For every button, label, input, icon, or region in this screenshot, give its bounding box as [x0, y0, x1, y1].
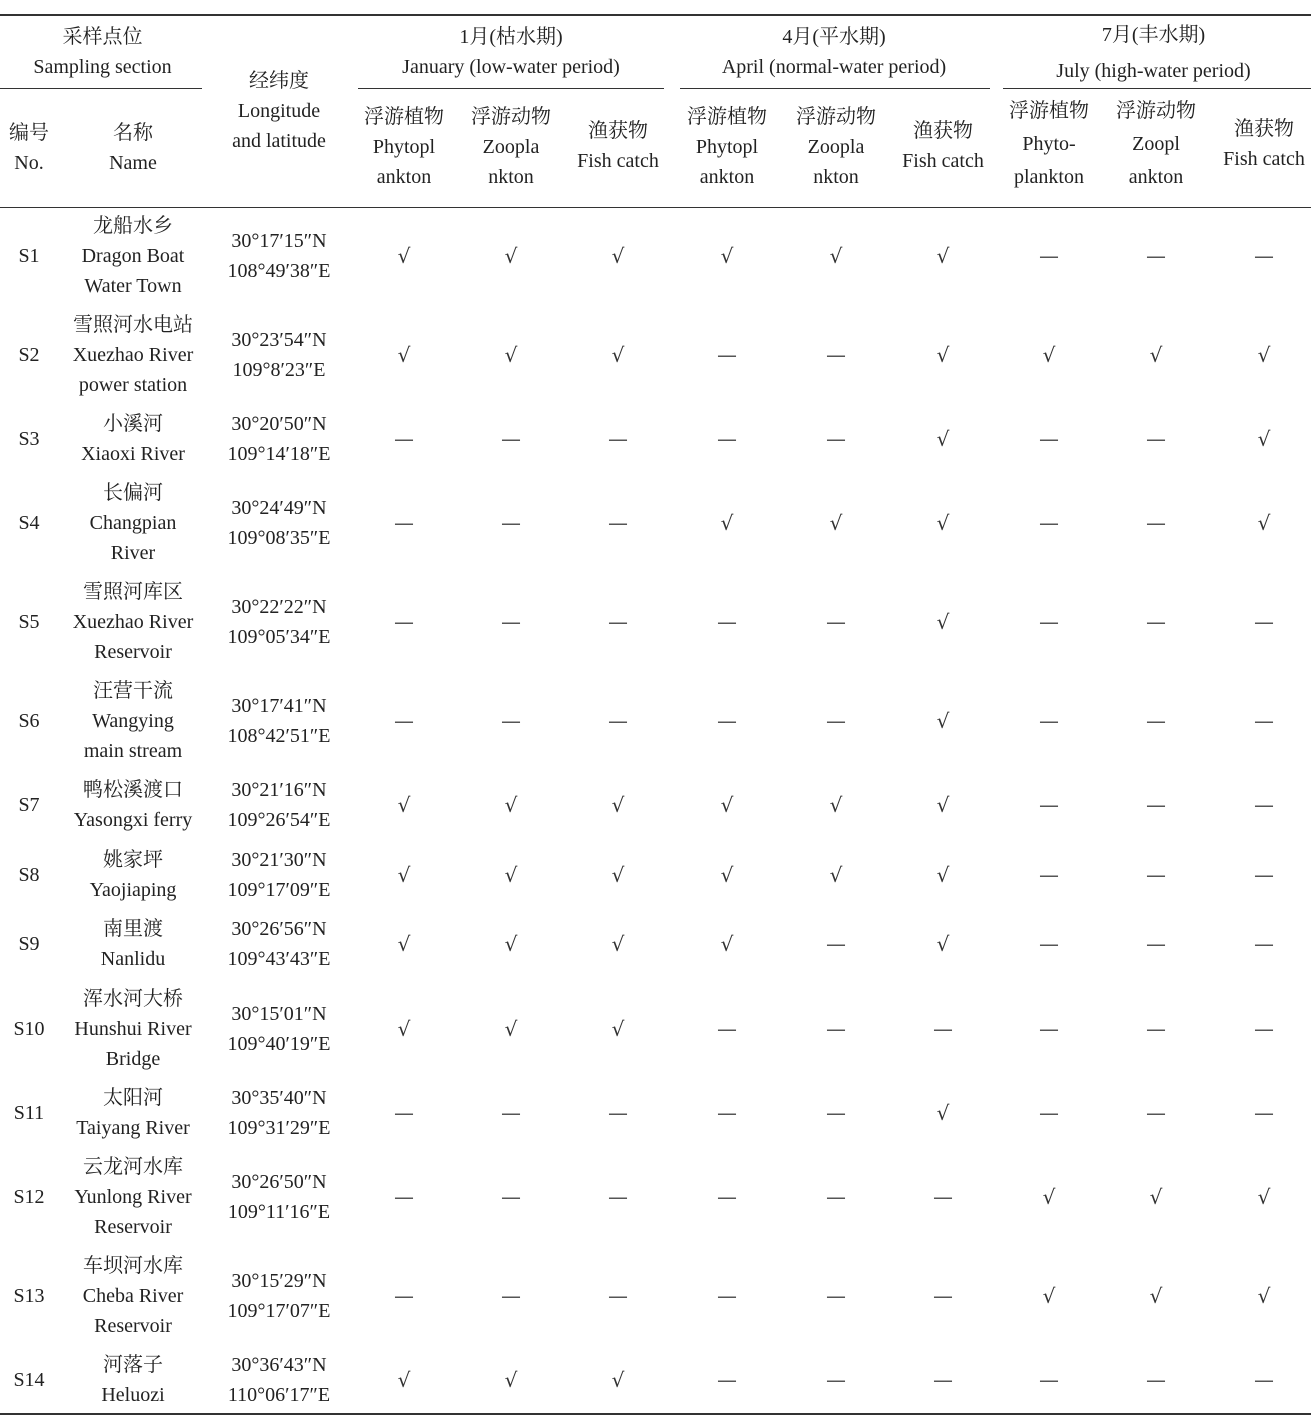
coord-header	[208, 66, 350, 156]
period-en: April (normal-water period)	[721, 56, 947, 78]
subcol-en1: Fish catch	[902, 150, 984, 172]
dash-mark-icon: —	[826, 1284, 846, 1308]
dash-mark-icon: —	[1039, 932, 1059, 956]
latitude: 30°21′30″N	[231, 849, 327, 871]
dash-mark-icon: —	[1146, 1017, 1166, 1041]
longitude: 109°31′29″E	[227, 1117, 331, 1139]
site-name-line: Cheba River	[82, 1285, 184, 1307]
bottom-rule	[0, 1413, 1311, 1415]
site-name-line: main stream	[83, 740, 183, 762]
period-en: July (high-water period)	[1056, 60, 1251, 82]
longitude: 109°05′34″E	[227, 626, 331, 648]
dash-mark-icon: —	[394, 1284, 414, 1308]
dash-mark-icon: —	[501, 709, 521, 733]
dash-mark-icon: —	[1146, 610, 1166, 634]
check-mark-icon: √	[611, 793, 625, 817]
latitude: 30°26′50″N	[231, 1171, 327, 1193]
dash-mark-icon: —	[826, 709, 846, 733]
subcol-en1: Zoopl	[1132, 133, 1180, 155]
subcol-en1: Phytopl	[372, 136, 436, 158]
longitude: 109°17′09″E	[227, 879, 331, 901]
longitude: 109°8′23″E	[232, 359, 326, 381]
no-en: No.	[14, 152, 44, 174]
dash-mark-icon: —	[1254, 1101, 1274, 1125]
check-mark-icon: √	[720, 793, 734, 817]
site-coordinates	[208, 226, 350, 286]
subcol-en2: nkton	[813, 166, 859, 188]
site-no: S2	[18, 344, 40, 366]
site-name-line: 雪照河水电站	[73, 314, 193, 336]
site-name	[58, 211, 208, 301]
subcol-zh: 浮游动物	[471, 106, 551, 128]
check-mark-icon: √	[611, 343, 625, 367]
check-mark-icon: √	[1257, 1185, 1271, 1209]
subcol-en1: Zoopla	[807, 136, 865, 158]
check-mark-icon: √	[829, 863, 843, 887]
coord-en2: and latitude	[232, 130, 326, 152]
check-mark-icon: √	[829, 511, 843, 535]
dash-mark-icon: —	[1146, 1101, 1166, 1125]
check-mark-icon: √	[1149, 1284, 1163, 1308]
site-no: S9	[18, 933, 40, 955]
site-name	[58, 577, 208, 667]
dash-mark-icon: —	[717, 1101, 737, 1125]
subcol-en1: Phytopl	[695, 136, 759, 158]
site-name	[58, 310, 208, 400]
subcol-en2: ankton	[699, 166, 755, 188]
dash-mark-icon: —	[1146, 1368, 1166, 1392]
dash-mark-icon: —	[717, 1284, 737, 1308]
check-mark-icon: √	[504, 1017, 518, 1041]
dash-mark-icon: —	[826, 1185, 846, 1209]
sampling-zh: 采样点位	[62, 26, 143, 48]
dash-mark-icon: —	[1039, 244, 1059, 268]
site-no: S1	[18, 245, 40, 267]
latitude: 30°22′22″N	[231, 596, 327, 618]
site-coordinates	[208, 845, 350, 905]
check-mark-icon: √	[397, 343, 411, 367]
dash-mark-icon: —	[1254, 709, 1274, 733]
sampling-en: Sampling section	[33, 56, 172, 78]
check-mark-icon: √	[1042, 1284, 1056, 1308]
check-mark-icon: √	[1042, 343, 1056, 367]
dash-mark-icon: —	[826, 1017, 846, 1041]
dash-mark-icon: —	[608, 709, 628, 733]
site-name-line: Yunlong River	[74, 1186, 192, 1208]
longitude: 109°08′35″E	[227, 527, 331, 549]
check-mark-icon: √	[829, 244, 843, 268]
site-coordinates	[208, 592, 350, 652]
sampling-underline	[0, 88, 202, 89]
check-mark-icon: √	[936, 1101, 950, 1125]
site-coordinates	[208, 775, 350, 835]
latitude: 30°17′15″N	[231, 230, 327, 252]
site-name-line: Wangying	[92, 710, 174, 732]
period-january	[350, 22, 672, 82]
dash-mark-icon: —	[1146, 793, 1166, 817]
check-mark-icon: √	[720, 244, 734, 268]
period-zh: 1月(枯水期)	[459, 26, 563, 48]
subcol-en2: plankton	[1014, 166, 1084, 188]
dash-mark-icon: —	[1146, 863, 1166, 887]
site-name	[58, 409, 208, 469]
check-mark-icon: √	[504, 244, 518, 268]
site-name-line: 汪营干流	[93, 680, 173, 702]
site-name-line: Reservoir	[94, 641, 172, 663]
site-name-line: 雪照河库区	[83, 581, 183, 603]
dash-mark-icon: —	[608, 1284, 628, 1308]
subcol-header	[457, 102, 565, 192]
check-mark-icon: √	[611, 863, 625, 887]
dash-mark-icon: —	[608, 1185, 628, 1209]
subcol-en2: nkton	[488, 166, 534, 188]
site-coordinates	[208, 409, 350, 469]
subcol-en1: Zoopla	[482, 136, 540, 158]
latitude: 30°15′01″N	[231, 1003, 327, 1025]
check-mark-icon: √	[611, 1368, 625, 1392]
site-name-line: Xiaoxi River	[81, 443, 185, 465]
dash-mark-icon: —	[608, 427, 628, 451]
site-name	[58, 1251, 208, 1341]
dash-mark-icon: —	[1254, 1017, 1274, 1041]
check-mark-icon: √	[611, 244, 625, 268]
check-mark-icon: √	[829, 793, 843, 817]
check-mark-icon: √	[504, 1368, 518, 1392]
name-header	[58, 118, 208, 178]
dash-mark-icon: —	[394, 709, 414, 733]
dash-mark-icon: —	[501, 427, 521, 451]
no-header	[0, 118, 58, 178]
period-july	[996, 20, 1311, 86]
dash-mark-icon: —	[394, 610, 414, 634]
dash-mark-icon: —	[1146, 427, 1166, 451]
july-underline	[1003, 88, 1311, 89]
site-name	[58, 676, 208, 766]
site-name-line: 浑水河大桥	[83, 988, 183, 1010]
dash-mark-icon: —	[826, 1101, 846, 1125]
subcol-zh: 渔获物	[913, 120, 973, 142]
dash-mark-icon: —	[1254, 932, 1274, 956]
subcol-header	[889, 116, 997, 176]
site-name-line: 南里渡	[103, 918, 163, 940]
longitude: 108°49′38″E	[227, 260, 331, 282]
dash-mark-icon: —	[826, 427, 846, 451]
site-name-line: 小溪河	[103, 413, 163, 435]
april-underline	[680, 88, 990, 89]
site-coordinates	[208, 493, 350, 553]
header-rule	[0, 207, 1311, 208]
latitude: 30°15′29″N	[231, 1270, 327, 1292]
longitude: 109°40′19″E	[227, 1033, 331, 1055]
dash-mark-icon: —	[826, 343, 846, 367]
dash-mark-icon: —	[501, 1284, 521, 1308]
subcol-en1: Phyto-	[1022, 133, 1076, 155]
site-coordinates	[208, 914, 350, 974]
site-name-line: Changpian	[89, 512, 177, 534]
dash-mark-icon: —	[394, 427, 414, 451]
site-no: S8	[18, 864, 40, 886]
dash-mark-icon: —	[1254, 610, 1274, 634]
latitude: 30°24′49″N	[231, 497, 327, 519]
site-name	[58, 1350, 208, 1410]
site-name-line: Taiyang River	[76, 1117, 190, 1139]
site-no: S12	[13, 1186, 45, 1208]
dash-mark-icon: —	[717, 709, 737, 733]
dash-mark-icon: —	[501, 1185, 521, 1209]
check-mark-icon: √	[936, 863, 950, 887]
dash-mark-icon: —	[394, 1101, 414, 1125]
check-mark-icon: √	[1257, 511, 1271, 535]
check-mark-icon: √	[397, 244, 411, 268]
period-en: January (low-water period)	[402, 56, 620, 78]
site-name-line: Xuezhao River	[72, 344, 194, 366]
site-name-line: Reservoir	[94, 1216, 172, 1238]
name-zh: 名称	[113, 122, 153, 144]
site-coordinates	[208, 1167, 350, 1227]
dash-mark-icon: —	[608, 610, 628, 634]
site-coordinates	[208, 691, 350, 751]
check-mark-icon: √	[1257, 1284, 1271, 1308]
dash-mark-icon: —	[826, 610, 846, 634]
site-name	[58, 775, 208, 835]
dash-mark-icon: —	[608, 511, 628, 535]
dash-mark-icon: —	[1039, 511, 1059, 535]
longitude: 109°26′54″E	[227, 809, 331, 831]
check-mark-icon: √	[1257, 343, 1271, 367]
longitude: 109°17′07″E	[227, 1300, 331, 1322]
subcol-zh: 渔获物	[1234, 118, 1294, 140]
check-mark-icon: √	[1149, 343, 1163, 367]
dash-mark-icon: —	[1254, 244, 1274, 268]
dash-mark-icon: —	[1146, 932, 1166, 956]
subcol-zh: 浮游植物	[1009, 100, 1089, 122]
subcol-en2: ankton	[1128, 166, 1184, 188]
coord-zh: 经纬度	[249, 70, 309, 92]
dash-mark-icon: —	[1039, 610, 1059, 634]
dash-mark-icon: —	[717, 1368, 737, 1392]
subcol-zh: 浮游植物	[364, 106, 444, 128]
dash-mark-icon: —	[501, 511, 521, 535]
check-mark-icon: √	[504, 343, 518, 367]
site-no: S10	[13, 1018, 45, 1040]
dash-mark-icon: —	[717, 427, 737, 451]
site-no: S13	[13, 1285, 45, 1307]
site-name-line: 太阳河	[103, 1087, 163, 1109]
site-no: S3	[18, 428, 40, 450]
site-name-line: Hunshui River	[74, 1018, 192, 1040]
check-mark-icon: √	[504, 932, 518, 956]
longitude: 109°11′16″E	[227, 1201, 331, 1223]
site-name-line: Reservoir	[94, 1315, 172, 1337]
site-name-line: Dragon Boat	[81, 245, 185, 267]
check-mark-icon: √	[936, 511, 950, 535]
site-name-line: Yasongxi ferry	[73, 809, 193, 831]
site-name-line: 云龙河水库	[83, 1156, 183, 1178]
check-mark-icon: √	[397, 1017, 411, 1041]
site-coordinates	[208, 1350, 350, 1410]
check-mark-icon: √	[936, 244, 950, 268]
check-mark-icon: √	[720, 932, 734, 956]
dash-mark-icon: —	[501, 610, 521, 634]
site-name-line: power station	[78, 374, 188, 396]
subcol-header	[995, 96, 1103, 192]
site-name	[58, 914, 208, 974]
site-name-line: 姚家坪	[103, 849, 163, 871]
subcol-header	[350, 102, 458, 192]
check-mark-icon: √	[936, 343, 950, 367]
dash-mark-icon: —	[717, 343, 737, 367]
check-mark-icon: √	[936, 932, 950, 956]
dash-mark-icon: —	[1039, 1101, 1059, 1125]
check-mark-icon: √	[397, 932, 411, 956]
dash-mark-icon: —	[717, 610, 737, 634]
subcol-zh: 浮游植物	[687, 106, 767, 128]
dash-mark-icon: —	[1146, 511, 1166, 535]
latitude: 30°17′41″N	[231, 695, 327, 717]
subcol-header	[673, 102, 781, 192]
site-coordinates	[208, 999, 350, 1059]
dash-mark-icon: —	[826, 1368, 846, 1392]
dash-mark-icon: —	[394, 511, 414, 535]
check-mark-icon: √	[611, 1017, 625, 1041]
site-name-line: Yaojiaping	[89, 879, 177, 901]
dash-mark-icon: —	[933, 1284, 953, 1308]
site-name-line: 长偏河	[103, 482, 163, 504]
site-name-line: 龙船水乡	[93, 215, 173, 237]
check-mark-icon: √	[504, 863, 518, 887]
dash-mark-icon: —	[1254, 793, 1274, 817]
dash-mark-icon: —	[501, 1101, 521, 1125]
latitude: 30°21′16″N	[231, 779, 327, 801]
site-name-line: 鸭松溪渡口	[83, 779, 183, 801]
site-no: S11	[13, 1102, 45, 1124]
dash-mark-icon: —	[933, 1017, 953, 1041]
site-coordinates	[208, 1083, 350, 1143]
dash-mark-icon: —	[717, 1185, 737, 1209]
dash-mark-icon: —	[394, 1185, 414, 1209]
check-mark-icon: √	[720, 511, 734, 535]
january-underline	[358, 88, 664, 89]
subcol-en1: Fish catch	[577, 150, 659, 172]
subcol-zh: 浮游动物	[796, 106, 876, 128]
check-mark-icon: √	[1149, 1185, 1163, 1209]
subcol-zh: 渔获物	[588, 120, 648, 142]
dash-mark-icon: —	[1039, 863, 1059, 887]
coord-en1: Longitude	[237, 100, 321, 122]
dash-mark-icon: —	[1146, 244, 1166, 268]
subcol-zh: 浮游动物	[1116, 100, 1196, 122]
site-no: S6	[18, 710, 40, 732]
longitude: 108°42′51″E	[227, 725, 331, 747]
period-zh: 4月(平水期)	[782, 26, 886, 48]
site-name-line: River	[110, 542, 156, 564]
dash-mark-icon: —	[608, 1101, 628, 1125]
dash-mark-icon: —	[1039, 709, 1059, 733]
site-coordinates	[208, 1266, 350, 1326]
check-mark-icon: √	[936, 709, 950, 733]
site-no: S7	[18, 794, 40, 816]
check-mark-icon: √	[504, 793, 518, 817]
site-no: S5	[18, 611, 40, 633]
name-en: Name	[109, 152, 157, 174]
site-name	[58, 1083, 208, 1143]
dash-mark-icon: —	[1039, 1368, 1059, 1392]
site-name	[58, 845, 208, 905]
no-zh: 编号	[9, 122, 49, 144]
site-no: S14	[13, 1369, 45, 1391]
site-coordinates	[208, 325, 350, 385]
subcol-header	[564, 116, 672, 176]
check-mark-icon: √	[720, 863, 734, 887]
latitude: 30°36′43″N	[231, 1354, 327, 1376]
site-name-line: Heluozi	[101, 1384, 165, 1406]
longitude: 109°43′43″E	[227, 948, 331, 970]
longitude: 110°06′17″E	[227, 1384, 331, 1406]
check-mark-icon: √	[1257, 427, 1271, 451]
dash-mark-icon: —	[1039, 793, 1059, 817]
dash-mark-icon: —	[1039, 1017, 1059, 1041]
period-april	[672, 22, 996, 82]
latitude: 30°35′40″N	[231, 1087, 327, 1109]
site-name-line: 车坝河水库	[83, 1255, 183, 1277]
period-zh: 7月(丰水期)	[1101, 24, 1206, 46]
top-rule	[0, 14, 1311, 16]
site-name	[58, 478, 208, 568]
latitude: 30°26′56″N	[231, 918, 327, 940]
longitude: 109°14′18″E	[227, 443, 331, 465]
site-name-line: Nanlidu	[100, 948, 166, 970]
dash-mark-icon: —	[717, 1017, 737, 1041]
check-mark-icon: √	[936, 610, 950, 634]
dash-mark-icon: —	[1254, 863, 1274, 887]
subcol-en1: Fish catch	[1223, 148, 1305, 170]
site-name-line: Bridge	[105, 1048, 161, 1070]
latitude: 30°23′54″N	[231, 329, 327, 351]
subcol-header	[1210, 114, 1311, 174]
check-mark-icon: √	[936, 427, 950, 451]
dash-mark-icon: —	[1146, 709, 1166, 733]
subcol-en2: ankton	[376, 166, 432, 188]
check-mark-icon: √	[397, 793, 411, 817]
dash-mark-icon: —	[826, 932, 846, 956]
site-name	[58, 1152, 208, 1242]
sampling-section-header	[0, 22, 205, 82]
dash-mark-icon: —	[1254, 1368, 1274, 1392]
site-name-line: Xuezhao River	[72, 611, 194, 633]
site-name-line: Water Town	[84, 275, 182, 297]
check-mark-icon: √	[936, 793, 950, 817]
site-no: S4	[18, 512, 40, 534]
dash-mark-icon: —	[1039, 427, 1059, 451]
subcol-header	[782, 102, 890, 192]
latitude: 30°20′50″N	[231, 413, 327, 435]
dash-mark-icon: —	[933, 1185, 953, 1209]
dash-mark-icon: —	[933, 1368, 953, 1392]
site-name	[58, 984, 208, 1074]
site-name-line: 河落子	[103, 1354, 163, 1376]
check-mark-icon: √	[1042, 1185, 1056, 1209]
subcol-header	[1102, 96, 1210, 192]
check-mark-icon: √	[397, 863, 411, 887]
check-mark-icon: √	[397, 1368, 411, 1392]
check-mark-icon: √	[611, 932, 625, 956]
